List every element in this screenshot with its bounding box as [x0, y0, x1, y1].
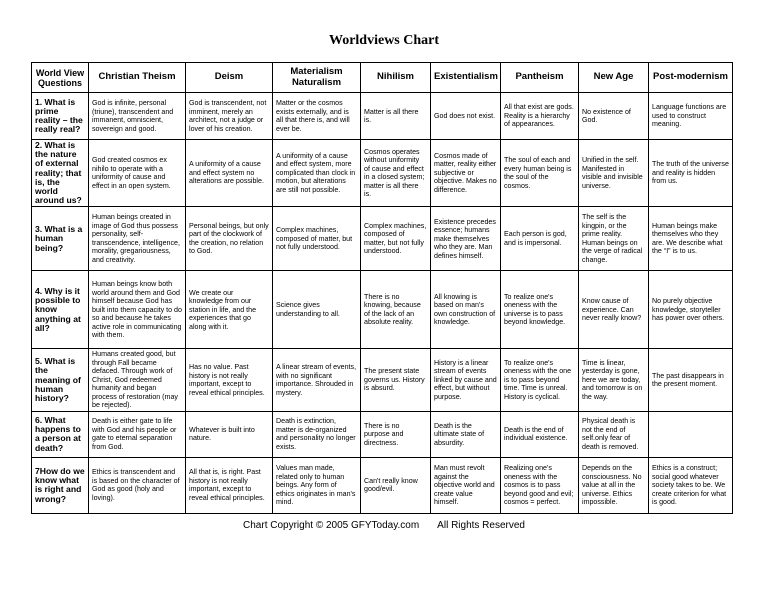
table-cell: No purely objective knowledge, storyteller has power over others. — [649, 271, 733, 349]
table-row — [32, 411, 733, 457]
table-cell: A uniformity of a cause and effect system, more complicated than clock in motion, but alterations are still not possible. — [273, 140, 361, 207]
table-cell: The present state governs us. History is absurd. — [361, 349, 431, 412]
table-cell: We create our knowledge from our station in life, and the experiences that go along with it. — [186, 271, 273, 349]
column-header-deism: Deism — [186, 63, 273, 93]
table-cell: Values man made, related only to human beings. Any form of ethics originates in man's mind. — [273, 457, 361, 513]
table-cell: Cosmos operates without uniformity of cause and effect in a closed system; matter is all there is. — [361, 140, 431, 207]
table-cell: Science gives understanding to all. — [273, 271, 361, 349]
column-header-pantheism: Pantheism — [501, 63, 579, 93]
table-cell: Matter or the cosmos exists externally, and is all that there is, and will ever be. — [273, 93, 361, 140]
table-cell: No existence of God. — [579, 93, 649, 140]
table-cell: Death is extinction, matter is de-organized and personality no longer exists. — [273, 411, 361, 457]
table-cell: Personal beings, but only part of the clockwork of the creation, no relation to God. — [186, 207, 273, 271]
copyright-text: Chart Copyright © 2005 GFYToday.com — [243, 520, 420, 531]
question-cell: 7How do we know what is right and wrong? — [32, 457, 89, 513]
footer — [0, 520, 768, 531]
table-cell: Know cause of experience. Can never really know? — [579, 271, 649, 349]
table-cell: Complex machines, composed of matter, but not fully understood. — [273, 207, 361, 271]
column-header-new-age: New Age — [579, 63, 649, 93]
table-cell: Cosmos made of matter, reality either subjective or objective. Makes no difference. — [431, 140, 501, 207]
question-cell: 1. What is prime reality – the really real? — [32, 93, 89, 140]
table-cell: Death is either gate to life with God and his people or gate to eternal separation from God. — [89, 411, 186, 457]
table-cell: Has no value. Past history is not really important, except to reveal ethical principles. — [186, 349, 273, 412]
table-row — [32, 349, 733, 412]
table-cell: History is a linear stream of events linked by cause and effect, but without purpose. — [431, 349, 501, 412]
table-cell: Physical death is not the end of self.only fear of death is removed. — [579, 411, 649, 457]
table-cell: All that is, is right. Past history is not really important, except to reveal ethical principles. — [186, 457, 273, 513]
table-cell: Humans created good, but through Fall became defaced. Through work of Christ, God redeemed humanity and began process of restoration (may be rejected). — [89, 349, 186, 412]
table-cell: Complex machines, composed of matter, but not fully understood. — [361, 207, 431, 271]
table-cell: Existence precedes essence; humans make themselves who they are. Man defines himself. — [431, 207, 501, 271]
table-cell: Death is the end of individual existence. — [501, 411, 579, 457]
header-corner: World View Questions — [32, 63, 89, 93]
table-cell: God is infinite, personal (triune), transcendent and immanent, omniscient, sovereign and good. — [89, 93, 186, 140]
table-cell: Death is the ultimate state of absurdity. — [431, 411, 501, 457]
table-cell: To realize one's oneness with the one is to pass beyond time. Time is unreal. History is cyclical. — [501, 349, 579, 412]
table-cell: To realize one's oneness with the universe is to pass beyond knowledge. — [501, 271, 579, 349]
table-cell: God created cosmos ex nihilo to operate with a uniformity of cause and effect in an open system. — [89, 140, 186, 207]
question-cell: 3. What is a human being? — [32, 207, 89, 271]
table-cell: Can't really know good/evil. — [361, 457, 431, 513]
table-cell — [649, 411, 733, 457]
table-cell: Whatever is built into nature. — [186, 411, 273, 457]
table-row — [32, 140, 733, 207]
table-cell: There is no purpose and directness. — [361, 411, 431, 457]
table-cell: Depends on the consciousness. No value at all in the universe. Ethics impossible. — [579, 457, 649, 513]
table-cell: God is transcendent, not imminent, merely an architect, not a judge or lover of his creation. — [186, 93, 273, 140]
question-cell: 2. What is the nature of external reality; that is, the world around us? — [32, 140, 89, 207]
table-row — [32, 457, 733, 513]
table-cell: God does not exist. — [431, 93, 501, 140]
table-cell: The self is the kingpin, or the prime reality. Human beings on the verge of radical change. — [579, 207, 649, 271]
table-cell: A uniformity of a cause and effect system no alterations are possible. — [186, 140, 273, 207]
table-cell: Matter is all there is. — [361, 93, 431, 140]
column-header-christian-theism: Christian Theism — [89, 63, 186, 93]
table-cell: Time is linear, yesterday is gone, here we are today, and tomorrow is on the way. — [579, 349, 649, 412]
table-cell: Human beings know both world around them and God himself because God has built into them capacity to do so and because he takes active role in communicating with them. — [89, 271, 186, 349]
table-cell: Language functions are used to construct meaning. — [649, 93, 733, 140]
question-cell: 5. What is the meaning of human history? — [32, 349, 89, 412]
table-row — [32, 271, 733, 349]
column-header-materialism: Materialism Naturalism — [273, 63, 361, 93]
table-cell: Ethics is a construct; social good whatever society takes to be. We create criterion for what is good. — [649, 457, 733, 513]
table-cell: Human beings created in image of God thus possess personality, self-transcendence, intelligence, morality, gregariousness, and creativity. — [89, 207, 186, 271]
table-cell: Realizing one's oneness with the cosmos is to pass beyond good and evil; cosmos = perfect. — [501, 457, 579, 513]
chart-title: Worldviews Chart — [328, 33, 440, 48]
table-cell: Each person is god, and is impersonal. — [501, 207, 579, 271]
table-row — [32, 93, 733, 140]
table-cell: The truth of the universe and reality is hidden from us. — [649, 140, 733, 207]
question-cell: 6. What happens to a person at death? — [32, 411, 89, 457]
table-cell: The soul of each and every human being is the soul of the cosmos. — [501, 140, 579, 207]
table-header-row — [32, 63, 733, 93]
question-cell: 4. Why is it possible to know anything at all? — [32, 271, 89, 349]
column-header-existentialism: Existentialism — [431, 63, 501, 93]
table-row — [32, 207, 733, 271]
rights-text: All Rights Reserved — [437, 520, 525, 531]
table-cell: Ethics is transcendent and is based on the character of God as good (holy and loving). — [89, 457, 186, 513]
column-header-post-modernism: Post-modernism — [649, 63, 733, 93]
table-cell: There is no knowing, because of the lack of an absolute reality. — [361, 271, 431, 349]
table-cell: The past disappears in the present moment. — [649, 349, 733, 412]
worldviews-table — [31, 62, 733, 514]
column-header-nihilism: Nihilism — [361, 63, 431, 93]
table-cell: Unified in the self. Manifested in visible and invisible universe. — [579, 140, 649, 207]
table-cell: Man must revolt against the objective world and create value himself. — [431, 457, 501, 513]
table-cell: All knowing is based on man's own construction of knowledge. — [431, 271, 501, 349]
table-cell: Human beings make themselves who they are. We describe what the “I” is to us. — [649, 207, 733, 271]
table-cell: A linear stream of events, with no significant importance. Shrouded in mystery. — [273, 349, 361, 412]
table-cell: All that exist are gods. Reality is a hierarchy of appearances. — [501, 93, 579, 140]
